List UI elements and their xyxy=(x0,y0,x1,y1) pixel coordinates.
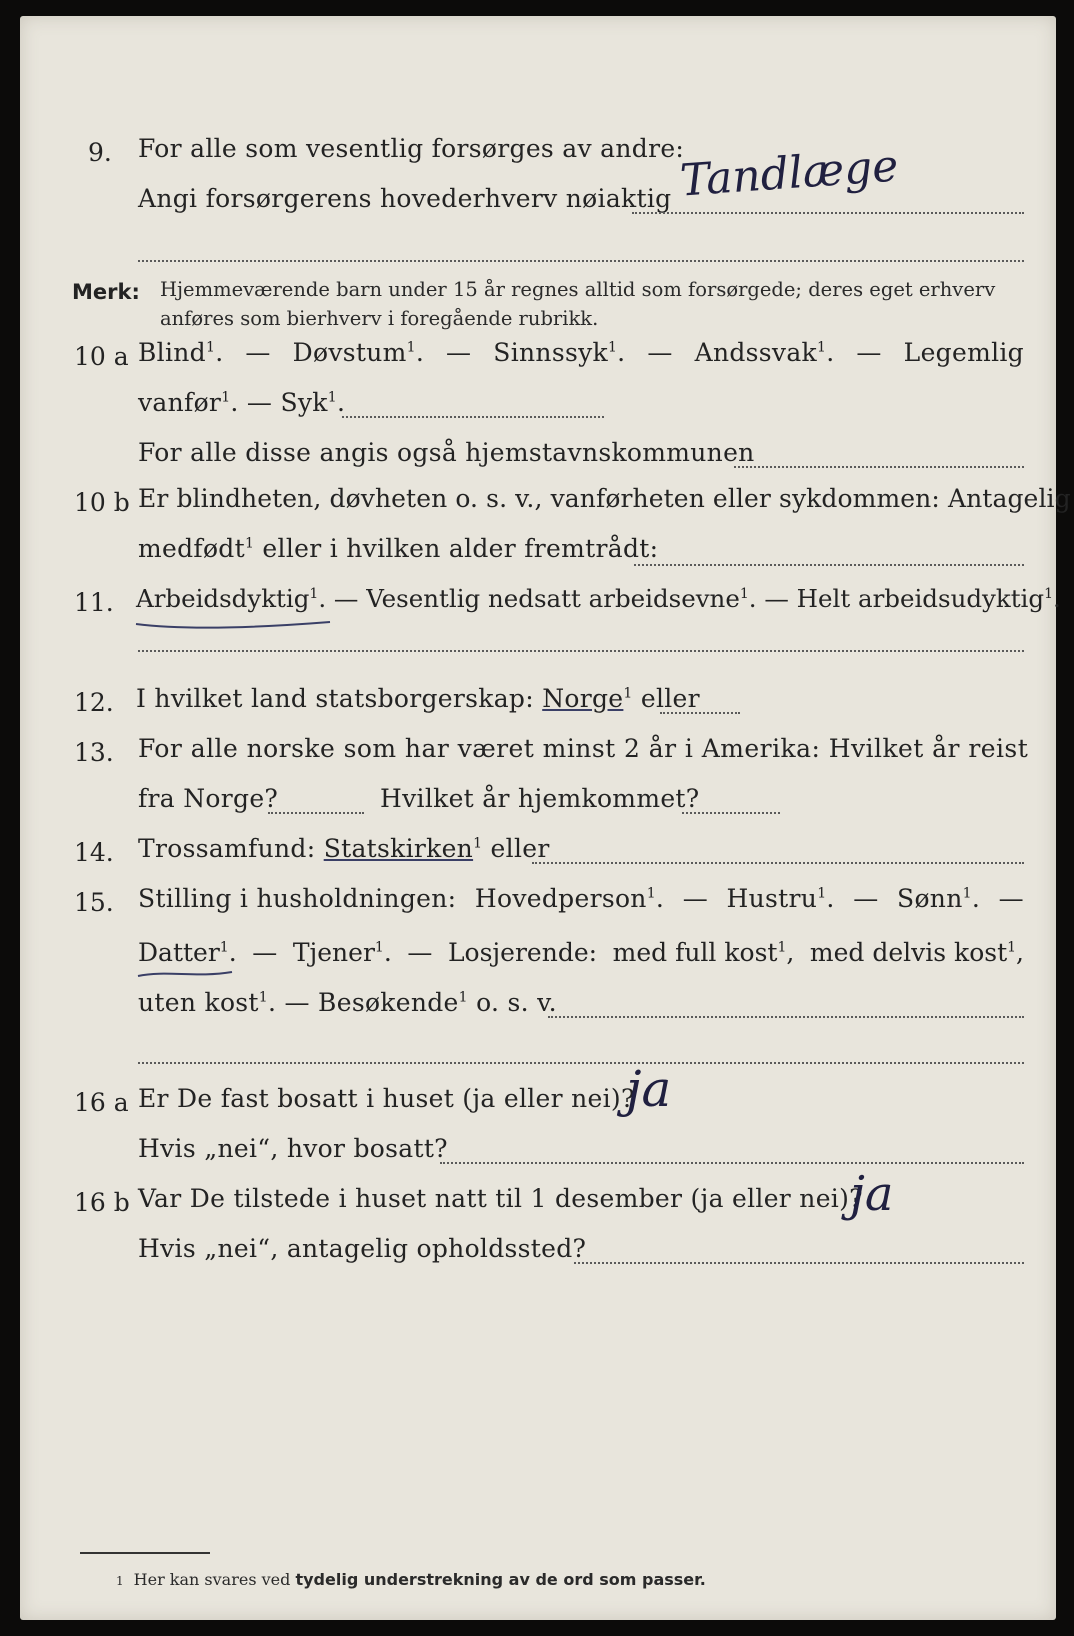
footnote-rule xyxy=(80,1552,210,1554)
handwritten-answer: Tandlæge xyxy=(678,140,900,207)
answer-line xyxy=(632,212,1024,214)
answer-line xyxy=(342,416,604,418)
handwritten-answer: ja xyxy=(850,1166,894,1222)
question-text: medfødt$^1$ eller i hvilken alder fremtrådt: xyxy=(138,534,659,563)
item-number: 10 a xyxy=(74,342,129,371)
item-number: 15. xyxy=(74,888,114,917)
answer-line xyxy=(682,812,780,814)
handwritten-answer: ja xyxy=(626,1060,672,1118)
question-text: uten kost$^1$. — Besøkende$^1$ o. s. v. xyxy=(138,988,557,1017)
question-text: Datter$^1$. — Tjener$^1$. — Losjerende: med full kost$^1$, med delvis kost$^1$, xyxy=(138,938,1024,967)
note-label: Merk: xyxy=(72,280,140,304)
question-text: Angi forsørgerens hovederhverv nøiaktig xyxy=(138,184,672,213)
answer-line xyxy=(734,466,1024,468)
answer-line xyxy=(268,812,364,814)
question-text: For alle disse angis også hjemstavnskommunen xyxy=(138,438,755,467)
answer-line xyxy=(574,1262,1024,1264)
question-text: For alle som vesentlig forsørges av andre: xyxy=(138,134,685,163)
question-text: fra Norge? xyxy=(138,784,279,813)
question-text: Hvis „nei“, antagelig opholdssted? xyxy=(138,1234,587,1263)
question-text: Trossamfund: Statskirken$^1$ eller xyxy=(138,834,550,863)
item-number: 12. xyxy=(74,688,114,717)
item-number: 16 b xyxy=(74,1188,130,1217)
underline-mark xyxy=(134,616,334,632)
item-number: 9. xyxy=(88,138,112,167)
question-text: vanfør$^1$. — Syk$^1$. xyxy=(138,388,346,417)
answer-line xyxy=(634,564,1024,566)
question-text: Hvilket år hjemkommet? xyxy=(380,784,700,813)
question-text: For alle norske som har været minst 2 år i Amerika: Hvilket år reist xyxy=(138,734,1029,763)
question-text: Arbeidsdyktig$^1$. — Vesentlig nedsatt arbeidsevne$^1$. — Helt arbeidsudyktig$^1$. xyxy=(136,584,1061,613)
item-number: 10 b xyxy=(74,488,130,517)
underline-mark xyxy=(136,966,236,982)
item-number: 16 a xyxy=(74,1088,129,1117)
answer-line xyxy=(138,650,1024,652)
question-text: Er blindheten, døvheten o. s. v., vanførheten eller sykdommen: Antagelig xyxy=(138,484,1071,513)
answer-line xyxy=(138,260,1024,262)
question-text: Var De tilstede i huset natt til 1 desember (ja eller nei)? xyxy=(138,1184,863,1213)
census-form-page xyxy=(20,16,1071,1620)
note-text: Hjemmeværende barn under 15 år regnes alltid som forsørgede; deres eget erhverv xyxy=(160,278,996,301)
answer-line xyxy=(660,712,740,714)
answer-line xyxy=(532,862,1024,864)
answer-line xyxy=(440,1162,1024,1164)
item-number: 11. xyxy=(74,588,114,617)
item-number: 13. xyxy=(74,738,114,767)
question-text: Er De fast bosatt i huset (ja eller nei)? xyxy=(138,1084,635,1113)
question-text: I hvilket land statsborgerskap: Norge$^1$ eller xyxy=(136,684,700,713)
footnote: 1 Her kan svares ved tydelig understrekning av de ord som passer. xyxy=(116,1570,706,1589)
answer-line xyxy=(548,1016,1024,1018)
question-text: Hvis „nei“, hvor bosatt? xyxy=(138,1134,448,1163)
item-number: 14. xyxy=(74,838,114,867)
answer-line xyxy=(138,1062,1024,1064)
note-text: anføres som bierhverv i foregående rubrikk. xyxy=(160,307,599,330)
question-text: Stilling i husholdningen: Hovedperson$^1$. — Hustru$^1$. — Sønn$^1$. — xyxy=(138,884,1024,913)
question-text: Blind$^1$. — Døvstum$^1$. — Sinnssyk$^1$. — Andssvak$^1$. — Legemlig xyxy=(138,338,1024,367)
